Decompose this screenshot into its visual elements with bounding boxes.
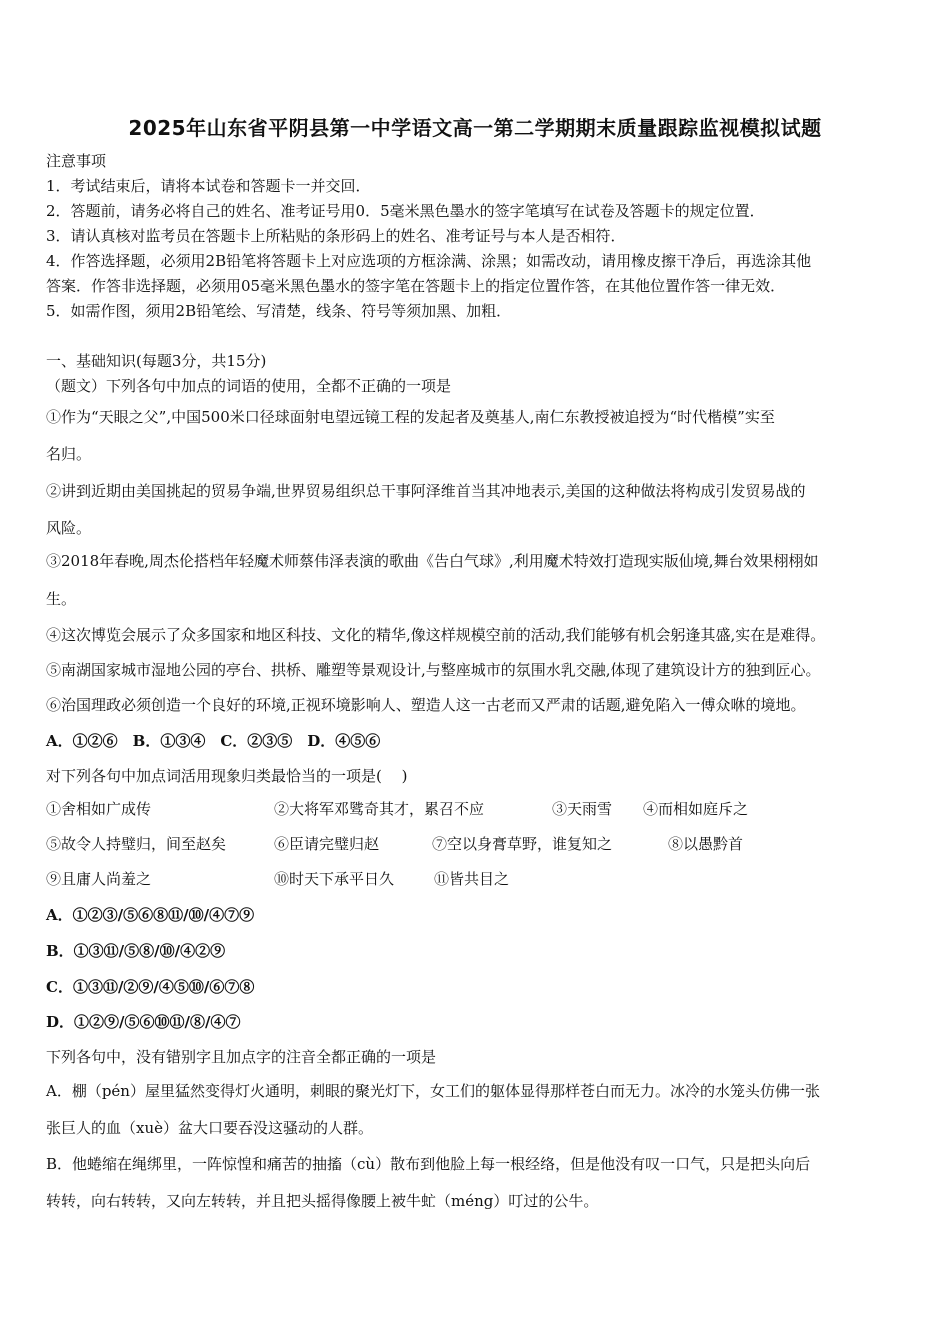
section-heading: 一、基础知识(每题3分，共15分) xyxy=(46,352,267,370)
q3-option-a-cont: 张巨人的血（xuè）盆大口要吞没这骚动的人群。 xyxy=(46,1119,373,1137)
notice-item-4: 4．作答选择题，必须用2B铅笔将答题卡上对应选项的方框涂满、涂黑；如需改动，请用橡皮擦干净后，再选涂其他 xyxy=(46,252,812,270)
notice-item-1: 1．考试结束后，请将本试卷和答题卡一并交回． xyxy=(46,177,371,195)
notice-item-5: 5．如需作图，须用2B铅笔绘、写清楚，线条、符号等须加黑、加粗． xyxy=(46,302,512,320)
q2-item-9: ⑨且庸人尚羞之 xyxy=(46,870,152,888)
q3-stem: 下列各句中，没有错别字且加点字的注音全都正确的一项是 xyxy=(46,1048,437,1066)
q2-item-4: ④而相如庭斥之 xyxy=(643,800,749,818)
q2-item-6: ⑥臣请完璧归赵 xyxy=(274,835,380,853)
notice-heading: 注意事项 xyxy=(46,152,107,170)
q2-item-3: ③天雨雪 xyxy=(552,800,613,818)
notice-item-4-cont: 答案．作答非选择题，必须用05毫米黑色墨水的签字笔在答题卡上的指定位置作答，在其他位置作答一律无效． xyxy=(46,277,786,295)
q1-answer-options: A．①②⑥ B．①③④ C．②③⑤ D．④⑤⑥ xyxy=(46,732,381,750)
q2-item-2: ②大将军邓骘奇其才，累召不应 xyxy=(274,800,485,818)
exam-title: 2025年山东省平阴县第一中学语文高一第二学期期末质量跟踪监视模拟试题 xyxy=(128,116,822,140)
q2-option-d: D．①②⑨/⑤⑥⑩⑪/⑧/④⑦ xyxy=(46,1013,241,1031)
q2-option-c: C．①③⑪/②⑨/④⑤⑩/⑥⑦⑧ xyxy=(46,978,255,996)
q1-sentence-1: ①作为“天眼之父”,中国500米口径球面射电望远镜工程的发起者及奠基人,南仁东教授被追授为“时代楷模”实至 xyxy=(46,408,775,426)
q2-item-8: ⑧以愚黔首 xyxy=(668,835,744,853)
q3-option-b: B．他蜷缩在绳绑里，一阵惊惶和痛苦的抽搐（cù）散布到他脸上每一根经络，但是他没有叹一口气，只是把头向后 xyxy=(46,1155,811,1173)
q1-sentence-3: ③2018年春晚,周杰伦搭档年轻魔术师蔡伟泽表演的歌曲《告白气球》,利用魔术特效打造现实版仙境,舞台效果栩栩如 xyxy=(46,552,819,570)
q1-sentence-6: ⑥治国理政必须创造一个良好的环境,正视环境影响人、塑造人这一古老而又严肃的话题,避免陷入一傅众咻的境地。 xyxy=(46,696,806,714)
q3-option-b-cont: 转转，向右转转，又向左转转，并且把头摇得像腰上被牛虻（méng）叮过的公牛。 xyxy=(46,1192,599,1210)
q1-sentence-2: ②讲到近期由美国挑起的贸易争端,世界贸易组织总干事阿泽维首当其冲地表示,美国的这种做法将构成引发贸易战的 xyxy=(46,482,806,500)
q2-item-7: ⑦空以身膏草野，谁复知之 xyxy=(432,835,613,853)
q2-item-1: ①舍相如广成传 xyxy=(46,800,152,818)
q2-item-11: ⑪皆共目之 xyxy=(434,870,510,888)
q1-sentence-3-cont: 生。 xyxy=(46,590,77,608)
q1-stem: （题文）下列各句中加点的词语的使用，全都不正确的一项是 xyxy=(46,377,452,395)
q1-sentence-2-cont: 风险。 xyxy=(46,519,92,537)
q1-sentence-5: ⑤南湖国家城市湿地公园的亭台、拱桥、雕塑等景观设计,与整座城市的氛围水乳交融,体现了建筑设计方的独到匠心。 xyxy=(46,661,821,679)
q2-item-10: ⑩时天下承平日久 xyxy=(274,870,395,888)
q2-item-5: ⑤故令人持璧归，间至赵矣 xyxy=(46,835,227,853)
q2-stem: 对下列各句中加点词活用现象归类最恰当的一项是( ) xyxy=(46,767,408,785)
q1-sentence-4: ④这次博览会展示了众多国家和地区科技、文化的精华,像这样规模空前的活动,我们能够有机会躬逢其盛,实在是难得。 xyxy=(46,626,826,644)
q2-option-a: A．①②③/⑤⑥⑧⑪/⑩/④⑦⑨ xyxy=(46,906,255,924)
notice-item-2: 2．答题前，请务必将自己的姓名、准考证号用0．5毫米黑色墨水的签字笔填写在试卷及答题卡的规定位置． xyxy=(46,202,765,220)
q3-option-a: A．棚（pén）屋里猛然变得灯火通明，刺眼的聚光灯下，女工们的躯体显得那样苍白而无力。冰冷的水笼头仿佛一张 xyxy=(46,1082,820,1100)
notice-item-3: 3．请认真核对监考员在答题卡上所粘贴的条形码上的姓名、准考证号与本人是否相符． xyxy=(46,227,626,245)
q1-sentence-1-cont: 名归。 xyxy=(46,445,92,463)
q2-option-b: B．①③⑪/⑤⑧/⑩/④②⑨ xyxy=(46,942,226,960)
